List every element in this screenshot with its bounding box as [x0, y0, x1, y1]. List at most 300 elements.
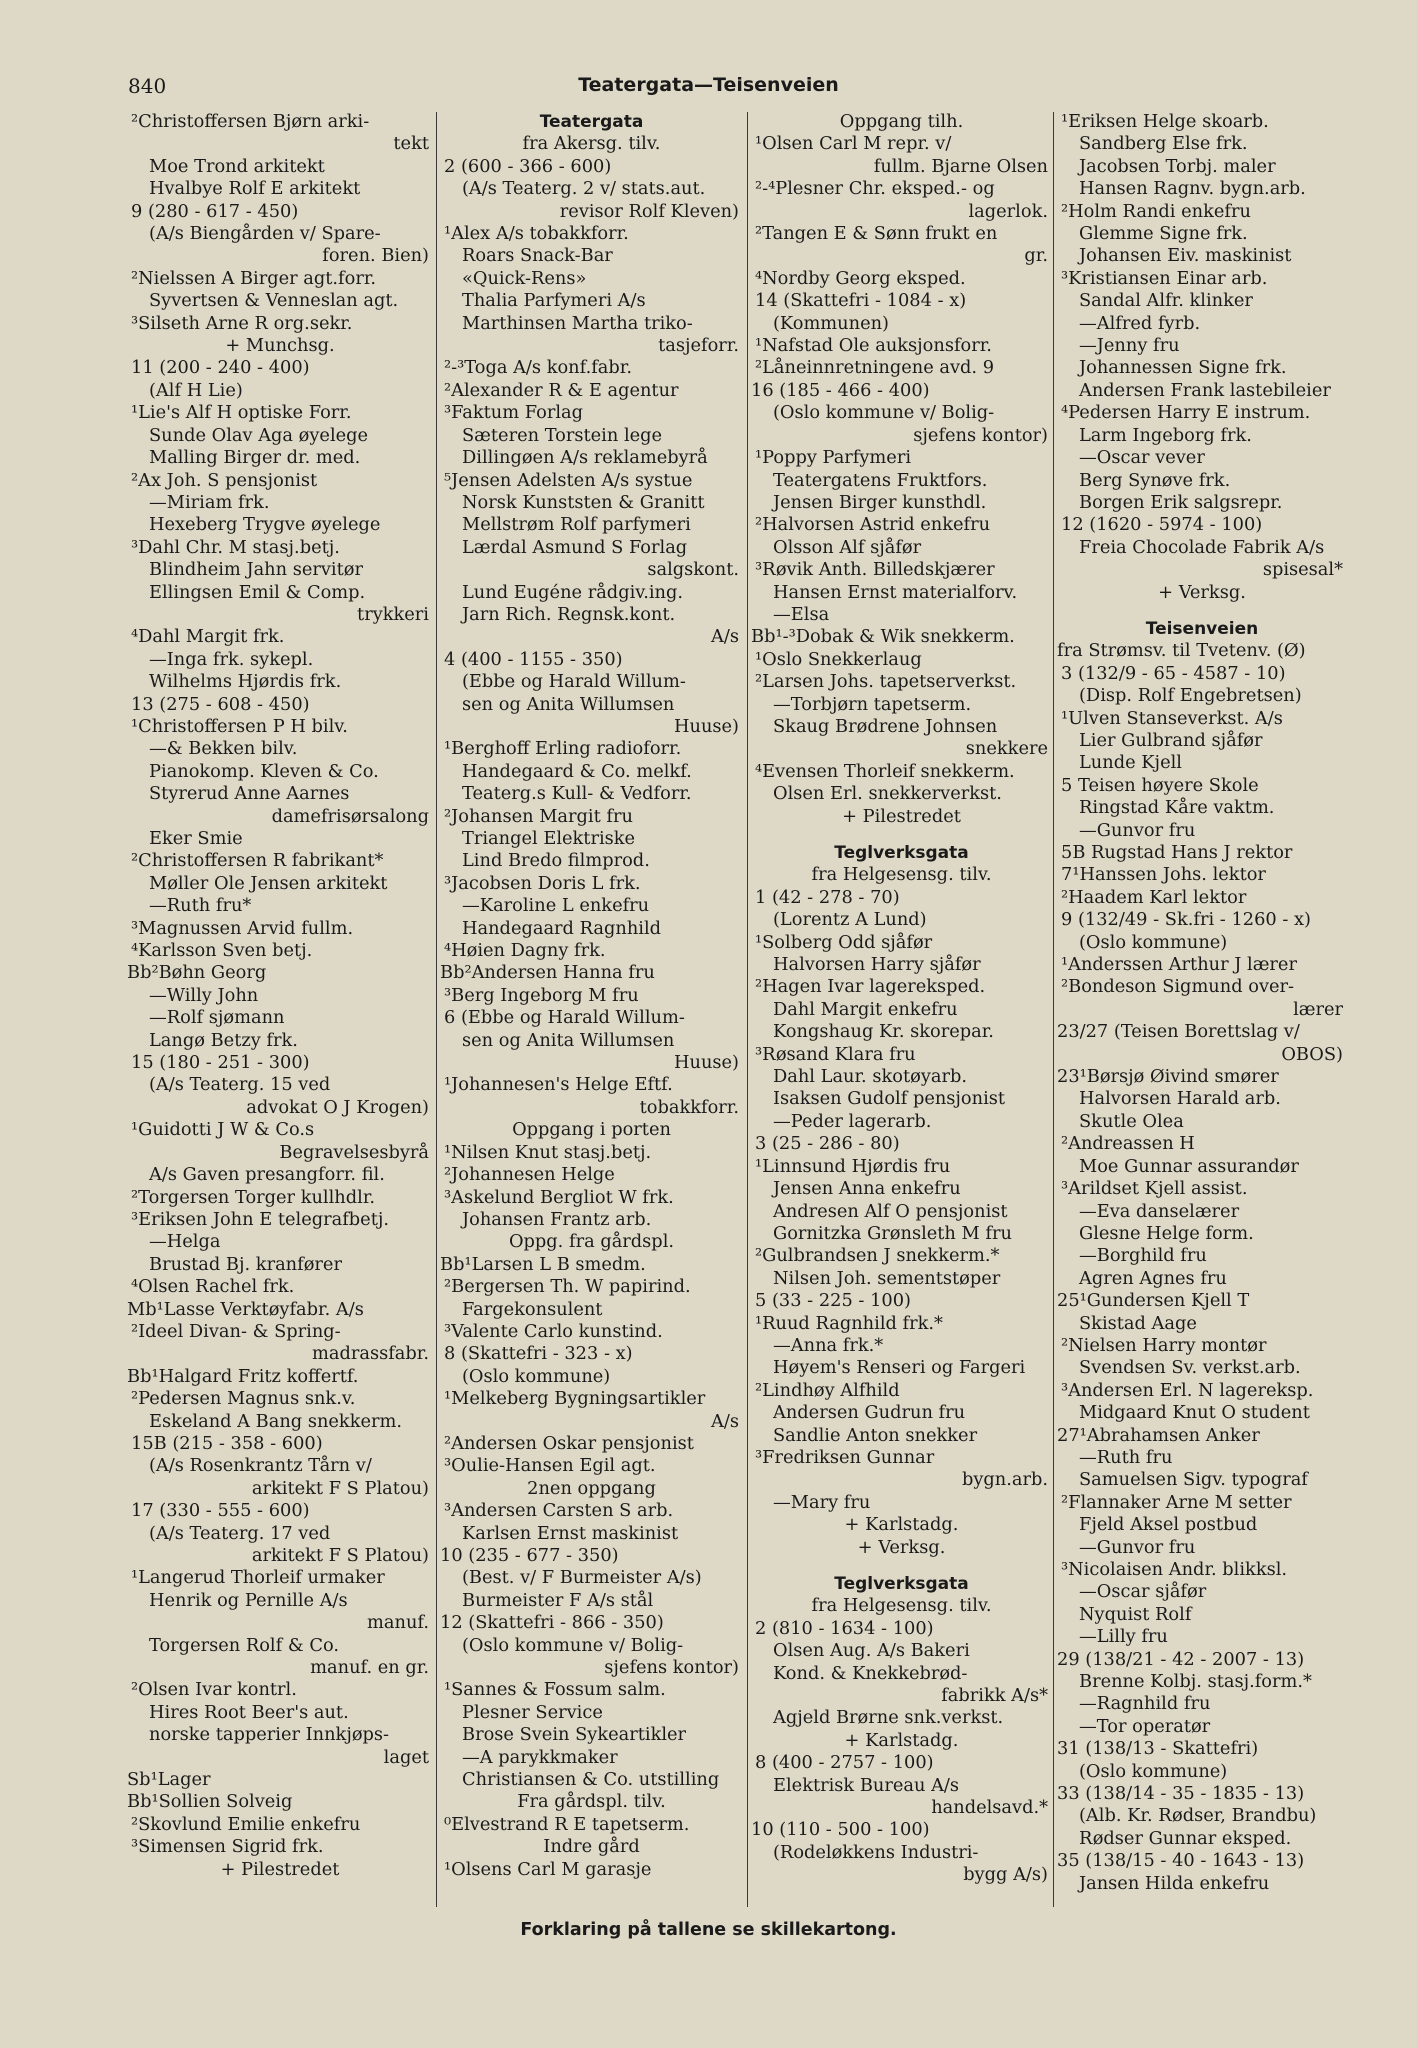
- directory-line: —A parykkmaker: [462, 1746, 618, 1768]
- directory-line: ³Røsand Klara fru: [755, 1043, 916, 1065]
- directory-line: ²Ax Joh. S pensjonist: [131, 469, 318, 491]
- directory-line: —Miriam frk.: [149, 491, 270, 513]
- directory-line: Brenne Kolbj. stasj.form.*: [1079, 1671, 1312, 1693]
- directory-line: Agren Agnes fru: [1079, 1267, 1227, 1289]
- directory-line: Svendsen Sv. verkst.arb.: [1079, 1357, 1301, 1379]
- directory-line: (A/s Rosenkrantz Tårn v/: [149, 1455, 372, 1477]
- directory-line: ¹Solberg Odd sjåfør: [755, 931, 933, 953]
- directory-line: ⁴Nordby Georg eksped.: [755, 267, 966, 289]
- directory-line: ²Halvorsen Astrid enkefru: [755, 514, 991, 536]
- directory-line: handelsavd.*: [931, 1797, 1048, 1819]
- directory-line: ¹Alex A/s tobakkforr.: [444, 223, 629, 245]
- directory-line: Lind Bredo filmprod.: [462, 850, 650, 872]
- directory-line: ⁴Pedersen Harry E instrum.: [1061, 402, 1311, 424]
- directory-line: tobakkforr.: [639, 1096, 739, 1118]
- directory-line: Dillingøen A/s reklamebyrå: [462, 447, 708, 469]
- directory-line: Larm Ingeborg frk.: [1079, 424, 1252, 446]
- directory-line: Huuse): [674, 715, 739, 737]
- directory-line: (Rodeløkkens Industri-: [773, 1841, 979, 1863]
- directory-line: Oppgang tilh.: [839, 111, 964, 132]
- directory-line: damefrisørsalong: [271, 805, 429, 827]
- directory-line: Handegaard Ragnhild: [462, 917, 662, 939]
- directory-line: —Alfred fyrb.: [1079, 312, 1201, 334]
- street-heading: Teglverksgata: [834, 1574, 969, 1594]
- directory-line: ²Alexander R & E agentur: [444, 379, 679, 401]
- directory-line: ³Andersen Erl. N lagereksp.: [1061, 1379, 1314, 1401]
- directory-line: arkitekt F S Platou): [251, 1477, 429, 1499]
- directory-line: 1 (42 - 278 - 70): [755, 886, 900, 908]
- directory-line: Ellingsen Emil & Comp.: [149, 581, 366, 603]
- directory-line: —Peder lagerarb.: [773, 1110, 932, 1132]
- directory-line: OBOS): [1281, 1043, 1343, 1065]
- directory-line: ³Berg Ingeborg M fru: [444, 984, 639, 1006]
- directory-line: ²Flannaker Arne M setter: [1061, 1491, 1292, 1513]
- directory-line: ¹Langerud Thorleif urmaker: [131, 1567, 385, 1589]
- directory-line: Indre gård: [543, 1836, 640, 1858]
- directory-line: ³Arildset Kjell assist.: [1061, 1178, 1248, 1200]
- running-head: Teatergata—Teisenveien: [578, 74, 839, 96]
- column-1: [127, 111, 433, 1881]
- directory-line: + Karlstadg.: [844, 1514, 959, 1536]
- directory-line: Roars Snack-Bar: [462, 245, 613, 267]
- directory-line: Gornitzka Grønsleth M fru: [773, 1222, 1012, 1244]
- directory-line: —Gunvor fru: [1079, 1536, 1196, 1558]
- directory-line: ¹Nilsen Knut stasj.betj.: [444, 1141, 652, 1163]
- directory-line: Brose Svein Sykeartikler: [462, 1724, 687, 1746]
- directory-line: Plesner Service: [462, 1701, 603, 1723]
- directory-line: manuf. en gr.: [310, 1657, 429, 1679]
- directory-line: + Karlstadg.: [844, 1729, 959, 1751]
- directory-line: Glesne Helge form.: [1079, 1222, 1254, 1244]
- directory-line: Halvorsen Harry sjåfør: [773, 954, 981, 976]
- directory-line: norske tapperier Innkjøps-: [149, 1724, 390, 1746]
- directory-line: ³Andersen Carsten S arb.: [444, 1500, 674, 1522]
- directory-line: Borgen Erik salgsrepr.: [1079, 491, 1283, 513]
- directory-line: trykkeri: [357, 603, 429, 625]
- directory-line: Jensen Anna enkefru: [773, 1178, 961, 1200]
- directory-line: Kond. & Knekkebrød-: [773, 1662, 968, 1684]
- directory-line: 27¹Abrahamsen Anker: [1057, 1424, 1260, 1446]
- directory-line: —Willy John: [149, 984, 259, 1006]
- directory-line: Malling Birger dr. med.: [149, 447, 361, 469]
- directory-line: sen og Anita Willumsen: [462, 693, 675, 715]
- directory-line: (Oslo kommune v/ Bolig-: [773, 402, 995, 424]
- directory-line: (A/s Biengården v/ Spare-: [149, 223, 381, 245]
- directory-line: lagerlok.: [968, 200, 1048, 222]
- directory-line: —Mary fru: [773, 1491, 871, 1513]
- directory-line: —Oscar sjåfør: [1079, 1581, 1207, 1603]
- directory-line: fra Helgesensg. tilv.: [811, 1595, 992, 1617]
- directory-line: Jensen Birger kunsthdl.: [773, 491, 987, 513]
- directory-line: Mb¹Lasse Verktøyfabr. A/s: [127, 1298, 364, 1320]
- directory-line: Lier Gulbrand sjåfør: [1079, 729, 1263, 751]
- directory-line: Skaug Brødrene Johnsen: [773, 715, 998, 737]
- directory-line: Agjeld Brørne snk.verkst.: [773, 1707, 1004, 1729]
- directory-line: laget: [383, 1746, 429, 1768]
- column-2: [440, 111, 743, 1881]
- directory-line: ²Johannesen Helge: [444, 1164, 615, 1186]
- directory-line: fra Akersg. tilv.: [522, 133, 661, 155]
- directory-line: 15 (180 - 251 - 300): [131, 1052, 310, 1074]
- directory-line: Dahl Margit enkefru: [773, 998, 958, 1020]
- directory-line: foren. Bien): [322, 245, 429, 267]
- directory-line: tasjeforr.: [658, 335, 739, 357]
- directory-line: 16 (185 - 466 - 400): [751, 379, 930, 401]
- directory-line: (Ebbe og Harald Willum-: [462, 671, 686, 693]
- directory-line: Sæteren Torstein lege: [462, 424, 663, 446]
- directory-line: Olsen Erl. snekkerverkst.: [773, 783, 1002, 805]
- directory-line: Henrik og Pernille A/s: [149, 1589, 348, 1611]
- directory-line: ²Holm Randi enkefru: [1061, 200, 1251, 222]
- directory-line: ¹Berghoff Erling radioforr.: [444, 738, 682, 760]
- directory-line: bygn.arb.: [961, 1469, 1048, 1491]
- directory-line: (Oslo kommune v/ Bolig-: [462, 1634, 684, 1656]
- directory-line: ²Lindhøy Alfhild: [755, 1379, 900, 1401]
- directory-line: ³Askelund Bergliot W frk.: [444, 1186, 674, 1208]
- directory-line: Fargekonsulent: [462, 1298, 603, 1320]
- directory-line: 8 (400 - 2757 - 100): [755, 1752, 934, 1774]
- directory-line: ²-⁴Plesner Chr. eksped.- og: [755, 178, 995, 200]
- directory-line: 33 (138/14 - 35 - 1835 - 13): [1057, 1783, 1305, 1805]
- directory-line: Eskeland A Bang snekkerm.: [149, 1410, 403, 1432]
- directory-line: ¹Ulven Stanseverkst. A/s: [1061, 707, 1283, 729]
- directory-line: Brustad Bj. kranfører: [149, 1253, 342, 1275]
- directory-line: ²Nielsen Harry montør: [1061, 1334, 1267, 1356]
- directory-line: 10 (235 - 677 - 350): [440, 1545, 619, 1566]
- directory-line: ¹Christoffersen P H bilv.: [131, 715, 348, 737]
- directory-line: (Oslo kommune): [1079, 1760, 1228, 1782]
- directory-line: Hvalbye Rolf E arkitekt: [149, 178, 361, 200]
- directory-line: —Karoline L enkefru: [462, 895, 650, 917]
- directory-line: spisesal*: [1262, 559, 1343, 581]
- directory-line: ⁰Elvestrand R E tapetserm.: [444, 1813, 690, 1835]
- directory-line: Oppg. fra gårdspl.: [508, 1231, 675, 1253]
- directory-line: ⁴Karlsson Sven betj.: [131, 940, 313, 962]
- directory-line: (A/s Teaterg. 17 ved: [149, 1522, 331, 1544]
- directory-line: ¹Ruud Ragnhild frk.*: [755, 1312, 943, 1334]
- directory-line: Blindheim Jahn servitør: [149, 559, 363, 581]
- directory-line: 12 (Skattefri - 866 - 350): [440, 1612, 664, 1634]
- directory-line: ¹Lie's Alf H optiske Forr.: [131, 402, 352, 424]
- footer-note: Forklaring på tallene se skillekartong.: [520, 1920, 897, 1940]
- directory-line: Bb¹Sollien Solveig: [127, 1791, 293, 1813]
- directory-line: 2 (810 - 1634 - 100): [755, 1617, 934, 1639]
- directory-line: ³Nicolaisen Andr. blikksl.: [1061, 1559, 1288, 1580]
- directory-line: [1057, 604, 1347, 618]
- directory-line: sjefens kontor): [913, 424, 1048, 446]
- directory-line: Jansen Hilda enkefru: [1079, 1872, 1270, 1894]
- street-heading: Teisenveien: [1145, 618, 1259, 639]
- directory-line: Halvorsen Harald arb.: [1079, 1088, 1281, 1110]
- directory-line: ¹Guidotti J W & Co.s: [131, 1119, 315, 1141]
- street-heading: Teglverksgata: [834, 843, 969, 863]
- directory-line: Sandal Alfr. klinker: [1079, 290, 1253, 312]
- directory-line: Karlsen Ernst maskinist: [462, 1522, 679, 1544]
- directory-line: Handegaard & Co. melkf.: [462, 760, 692, 782]
- directory-line: ²Olsen Ivar kontrl.: [131, 1679, 297, 1701]
- directory-line: 6 (Ebbe og Harald Willum-: [444, 1007, 685, 1029]
- directory-line: (Alb. Kr. Rødser, Brandbu): [1079, 1805, 1317, 1827]
- directory-line: ²Torgersen Torger kullhdlr.: [131, 1186, 376, 1208]
- directory-line: ²Nielssen A Birger agt.forr.: [131, 267, 377, 289]
- directory-line: ²Tangen E & Sønn frukt en: [755, 223, 998, 245]
- directory-line: ³Røvik Anth. Billedskjærer: [755, 559, 995, 581]
- directory-line: A/s: [711, 626, 739, 648]
- directory-line: Marthinsen Martha triko-: [462, 312, 693, 334]
- directory-line: Bb¹-³Dobak & Wik snekkerm.: [751, 626, 1015, 648]
- column-rule: [747, 112, 748, 1907]
- directory-line: —Eva danselærer: [1079, 1200, 1240, 1222]
- directory-line: 10 (110 - 500 - 100): [751, 1819, 930, 1841]
- directory-line: Sandlie Anton snekker: [773, 1424, 978, 1446]
- directory-line: + Verksg.: [857, 1536, 946, 1558]
- directory-line: Christiansen & Co. utstilling: [462, 1769, 720, 1791]
- directory-line: ³Kristiansen Einar arb.: [1061, 267, 1268, 289]
- directory-line: arkitekt F S Platou): [251, 1545, 429, 1566]
- directory-line: 17 (330 - 555 - 600): [131, 1500, 310, 1522]
- directory-line: Oppgang i porten: [512, 1119, 671, 1141]
- directory-line: (Disp. Rolf Engebretsen): [1079, 685, 1302, 707]
- directory-line: —Borghild fru: [1079, 1245, 1207, 1267]
- directory-line: Sb¹Lager: [127, 1769, 211, 1791]
- directory-line: (A/s Teaterg. 2 v/ stats.aut.: [462, 178, 706, 200]
- directory-line: sen og Anita Willumsen: [462, 1029, 675, 1051]
- page-number: 840: [128, 74, 167, 98]
- directory-line: ²Skovlund Emilie enkefru: [131, 1813, 361, 1835]
- directory-line: 11 (200 - 240 - 400): [131, 357, 310, 379]
- directory-line: ¹Johannesen's Helge Eftf.: [444, 1074, 673, 1096]
- directory-line: Skistad Aage: [1079, 1312, 1197, 1334]
- directory-line: Johannessen Signe frk.: [1079, 357, 1287, 379]
- directory-line: 35 (138/15 - 40 - 1643 - 13): [1057, 1850, 1305, 1872]
- directory-line: Dahl Laur. skotøyarb.: [773, 1066, 967, 1088]
- directory-line: Kongshaug Kr. skorepar.: [773, 1021, 994, 1043]
- directory-line: advokat O J Krogen): [246, 1096, 429, 1118]
- directory-line: Jarn Rich. Regnsk.kont.: [462, 603, 676, 625]
- directory-line: (Best. v/ F Burmeister A/s): [462, 1567, 702, 1589]
- directory-line: Moe Trond arkitekt: [149, 155, 325, 177]
- directory-line: Begravelsesbyrå: [279, 1141, 429, 1163]
- directory-line: fabrikk A/s*: [941, 1685, 1048, 1707]
- street-heading: Teatergata: [539, 112, 644, 132]
- directory-line: (Oslo kommune): [1079, 931, 1228, 953]
- directory-line: gr.: [1024, 245, 1048, 267]
- directory-line: 13 (275 - 608 - 450): [131, 693, 310, 715]
- directory-line: —Inga frk. sykepl.: [149, 648, 314, 670]
- directory-line: Ringstad Kåre vaktm.: [1079, 797, 1275, 819]
- directory-line: ³Jacobsen Doris L frk.: [444, 872, 641, 894]
- directory-line: 7¹Hanssen Johs. lektor: [1061, 864, 1266, 886]
- directory-line: + Verksg.: [1158, 581, 1246, 603]
- directory-line: —Rolf sjømann: [149, 1007, 285, 1029]
- directory-line: madrassfabr.: [312, 1343, 429, 1365]
- directory-line: 4 (400 - 1155 - 350): [444, 648, 623, 670]
- directory-line: Andresen Alf O pensjonist: [773, 1200, 1008, 1222]
- directory-line: 3 (132/9 - 65 - 4587 - 10): [1061, 662, 1286, 684]
- directory-line: ³Valente Carlo kunstind.: [444, 1320, 663, 1342]
- directory-line: ³Silseth Arne R org.sekr.: [131, 312, 353, 334]
- directory-line: ²Johansen Margit fru: [444, 805, 633, 827]
- directory-line: —Oscar vever: [1079, 447, 1205, 469]
- directory-line: Elektrisk Bureau A/s: [773, 1774, 960, 1796]
- directory-line: ²Bondeson Sigmund over-: [1061, 976, 1295, 998]
- directory-line: Hires Root Beer's aut.: [149, 1701, 349, 1723]
- directory-line: ³Magnussen Arvid fullm.: [131, 917, 354, 939]
- directory-line: —Jenny fru: [1079, 335, 1180, 357]
- directory-line: 23/27 (Teisen Borettslag v/: [1057, 1021, 1300, 1043]
- directory-line: ¹Olsens Carl M garasje: [444, 1858, 652, 1880]
- directory-line: 3 (25 - 286 - 80): [755, 1133, 900, 1155]
- directory-line: + Pilestredet: [842, 805, 961, 827]
- directory-line: Møller Ole Jensen arkitekt: [149, 872, 388, 894]
- directory-line: —Ragnhild fru: [1079, 1693, 1211, 1715]
- directory-line: Hexeberg Trygve øyelege: [149, 514, 381, 536]
- directory-line: A/s: [711, 1410, 739, 1432]
- directory-line: fra Strømsv. til Tvetenv. (Ø): [1057, 640, 1306, 662]
- directory-line: Bb²Andersen Hanna fru: [440, 962, 655, 984]
- column-rule: [1053, 112, 1054, 1907]
- directory-line: Johansen Eiv. maskinist: [1079, 245, 1292, 267]
- directory-line: Jacobsen Torbj. maler: [1079, 155, 1276, 177]
- directory-line: Thalia Parfymeri A/s: [462, 290, 646, 312]
- directory-line: Lærdal Asmund S Forlag: [462, 536, 688, 558]
- directory-line: [751, 828, 1052, 842]
- directory-line: Eker Smie: [149, 828, 243, 849]
- directory-line: ¹Poppy Parfymeri: [755, 447, 912, 469]
- directory-line: Bb²Bøhn Georg: [127, 962, 267, 984]
- directory-line: Høyem's Renseri og Fargeri: [773, 1357, 1026, 1379]
- directory-line: ³Faktum Forlag: [444, 402, 583, 424]
- directory-line: Fra gårdspl. tilv.: [517, 1791, 666, 1813]
- directory-line: + Pilestredet: [220, 1858, 340, 1880]
- directory-line: 31 (138/13 - Skattefri): [1057, 1738, 1259, 1760]
- directory-line: 5B Rugstad Hans J rektor: [1061, 842, 1293, 863]
- directory-line: 29 (138/21 - 42 - 2007 - 13): [1057, 1648, 1305, 1670]
- directory-line: Andersen Gudrun fru: [773, 1402, 966, 1424]
- directory-line: Samuelsen Sigv. typograf: [1079, 1469, 1308, 1491]
- directory-line: Freia Chocolade Fabrik A/s: [1079, 536, 1325, 558]
- column-3: [751, 111, 1052, 1887]
- directory-line: ⁴Evensen Thorleif snekkerm.: [755, 760, 1015, 782]
- directory-line: 5 Teisen høyere Skole: [1061, 774, 1259, 796]
- directory-line: Lund Eugéne rådgiv.ing.: [462, 581, 684, 603]
- directory-line: Lunde Kjell: [1079, 752, 1182, 774]
- directory-line: Sandberg Else frk.: [1079, 133, 1248, 155]
- directory-line: —Elsa: [773, 603, 830, 625]
- directory-line: ²Låneinnretningene avd. 9: [755, 357, 995, 379]
- directory-line: Isaksen Gudolf pensjonist: [773, 1088, 1006, 1110]
- directory-line: Olsen Aug. A/s Bakeri: [773, 1640, 970, 1662]
- directory-line: Torgersen Rolf & Co.: [149, 1634, 339, 1656]
- directory-line: Teatergatens Fruktfors.: [773, 469, 988, 491]
- directory-line: ³Eriksen John E telegrafbetj.: [131, 1208, 390, 1230]
- directory-line: —Helga: [149, 1231, 221, 1253]
- directory-line: ¹Eriksen Helge skoarb.: [1061, 111, 1269, 132]
- directory-line: ²-³Toga A/s konf.fabr.: [444, 357, 632, 379]
- directory-line: 9 (280 - 617 - 450): [131, 200, 299, 222]
- directory-line: Langø Betzy frk.: [149, 1029, 298, 1051]
- directory-line: Skutle Olea: [1079, 1110, 1184, 1132]
- directory-line: (Lorentz A Lund): [773, 909, 927, 931]
- directory-line: ²Gulbrandsen J snekkerm.*: [755, 1245, 1000, 1267]
- directory-line: 5 (33 - 225 - 100): [755, 1290, 911, 1312]
- directory-line: ³Dahl Chr. M stasj.betj.: [131, 536, 340, 558]
- directory-line: Nyquist Rolf: [1079, 1603, 1192, 1625]
- directory-line: ²Pedersen Magnus snk.v.: [131, 1388, 356, 1410]
- directory-line: Triangel Elektriske: [462, 828, 636, 849]
- directory-line: ³Simensen Sigrid frk.: [131, 1836, 324, 1858]
- directory-line: —& Bekken bilv.: [149, 738, 298, 760]
- column-4: [1057, 111, 1347, 1895]
- directory-line: Huuse): [674, 1052, 739, 1074]
- directory-line: fra Helgesensg. tilv.: [811, 864, 992, 886]
- directory-line: 15B (215 - 358 - 600): [131, 1432, 323, 1454]
- directory-line: Johansen Frantz arb.: [462, 1208, 652, 1230]
- directory-line: ²Bergersen Th. W papirind.: [444, 1276, 691, 1298]
- directory-line: —Ruth fru: [1079, 1446, 1173, 1468]
- directory-line: manuf.: [367, 1612, 429, 1634]
- directory-line: Sunde Olav Aga øyelege: [149, 424, 369, 446]
- directory-line: —Gunvor fru: [1079, 819, 1196, 841]
- directory-line: [751, 1559, 1052, 1573]
- directory-line: Andersen Frank lastebileier: [1079, 379, 1331, 401]
- directory-line: —Anna frk.*: [773, 1334, 884, 1356]
- directory-line: Hansen Ragnv. bygn.arb.: [1079, 178, 1306, 200]
- directory-line: 23¹Børsjø Øivind smører: [1057, 1066, 1279, 1088]
- directory-line: ²Hagen Ivar lagereksped.: [755, 976, 986, 998]
- directory-line: —Tor operatør: [1079, 1715, 1211, 1737]
- directory-line: ²Andersen Oskar pensjonist: [444, 1432, 694, 1454]
- directory-line: lærer: [1293, 998, 1343, 1020]
- directory-line: Berg Synøve frk.: [1079, 469, 1231, 491]
- directory-line: —Ruth fru*: [149, 895, 252, 917]
- directory-line: 14 (Skattefri - 1084 - x): [755, 290, 967, 312]
- directory-line: Teaterg.s Kull- & Vedforr.: [462, 783, 692, 805]
- directory-line: ³Oulie-Hansen Egil agt.: [444, 1455, 656, 1477]
- directory-line: ²Andreassen H: [1061, 1133, 1195, 1155]
- directory-line: Wilhelms Hjørdis frk.: [149, 671, 342, 693]
- directory-line: Norsk Kunststen & Granitt: [462, 491, 705, 513]
- directory-line: Nilsen Joh. sementstøper: [773, 1267, 1001, 1289]
- directory-line: Burmeister F A/s stål: [462, 1589, 654, 1611]
- directory-line: + Munchsg.: [225, 335, 335, 357]
- directory-line: ²Haadem Karl lektor: [1061, 886, 1247, 908]
- directory-line: —Lilly fru: [1079, 1626, 1168, 1648]
- directory-line: A/s Gaven presangforr. fil.: [149, 1164, 385, 1186]
- directory-line: ³Fredriksen Gunnar: [755, 1446, 935, 1468]
- column-rule: [436, 112, 437, 1907]
- directory-line: ²Christoffersen Bjørn arki-: [131, 111, 370, 132]
- directory-line: fullm. Bjarne Olsen: [873, 155, 1048, 177]
- directory-line: ⁵Jensen Adelsten A/s systue: [444, 469, 693, 491]
- directory-line: ¹Oslo Snekkerlaug: [755, 648, 922, 670]
- directory-line: sjefens kontor): [604, 1657, 739, 1679]
- directory-line: ⁴Olsen Rachel frk.: [131, 1276, 295, 1298]
- directory-line: Pianokomp. Kleven & Co.: [149, 760, 379, 782]
- directory-line: bygg A/s): [963, 1864, 1048, 1886]
- directory-line: ¹Nafstad Ole auksjonsforr.: [755, 335, 992, 357]
- directory-line: (Alf H Lie): [149, 379, 243, 401]
- directory-line: ²Ideel Divan- & Spring-: [131, 1320, 341, 1342]
- directory-line: Hansen Ernst materialforv.: [773, 581, 1018, 603]
- directory-line: ¹Anderssen Arthur J lærer: [1061, 954, 1297, 976]
- directory-line: Bb¹Halgard Fritz koffertf.: [127, 1365, 359, 1387]
- directory-line: «Quick-Rens»: [462, 267, 587, 289]
- directory-line: Moe Gunnar assurandør: [1079, 1155, 1299, 1177]
- directory-line: ²Larsen Johs. tapetserverkst.: [755, 671, 1017, 693]
- directory-line: (A/s Teaterg. 15 ved: [149, 1074, 331, 1096]
- directory-line: Bb¹Larsen L B smedm.: [440, 1253, 646, 1275]
